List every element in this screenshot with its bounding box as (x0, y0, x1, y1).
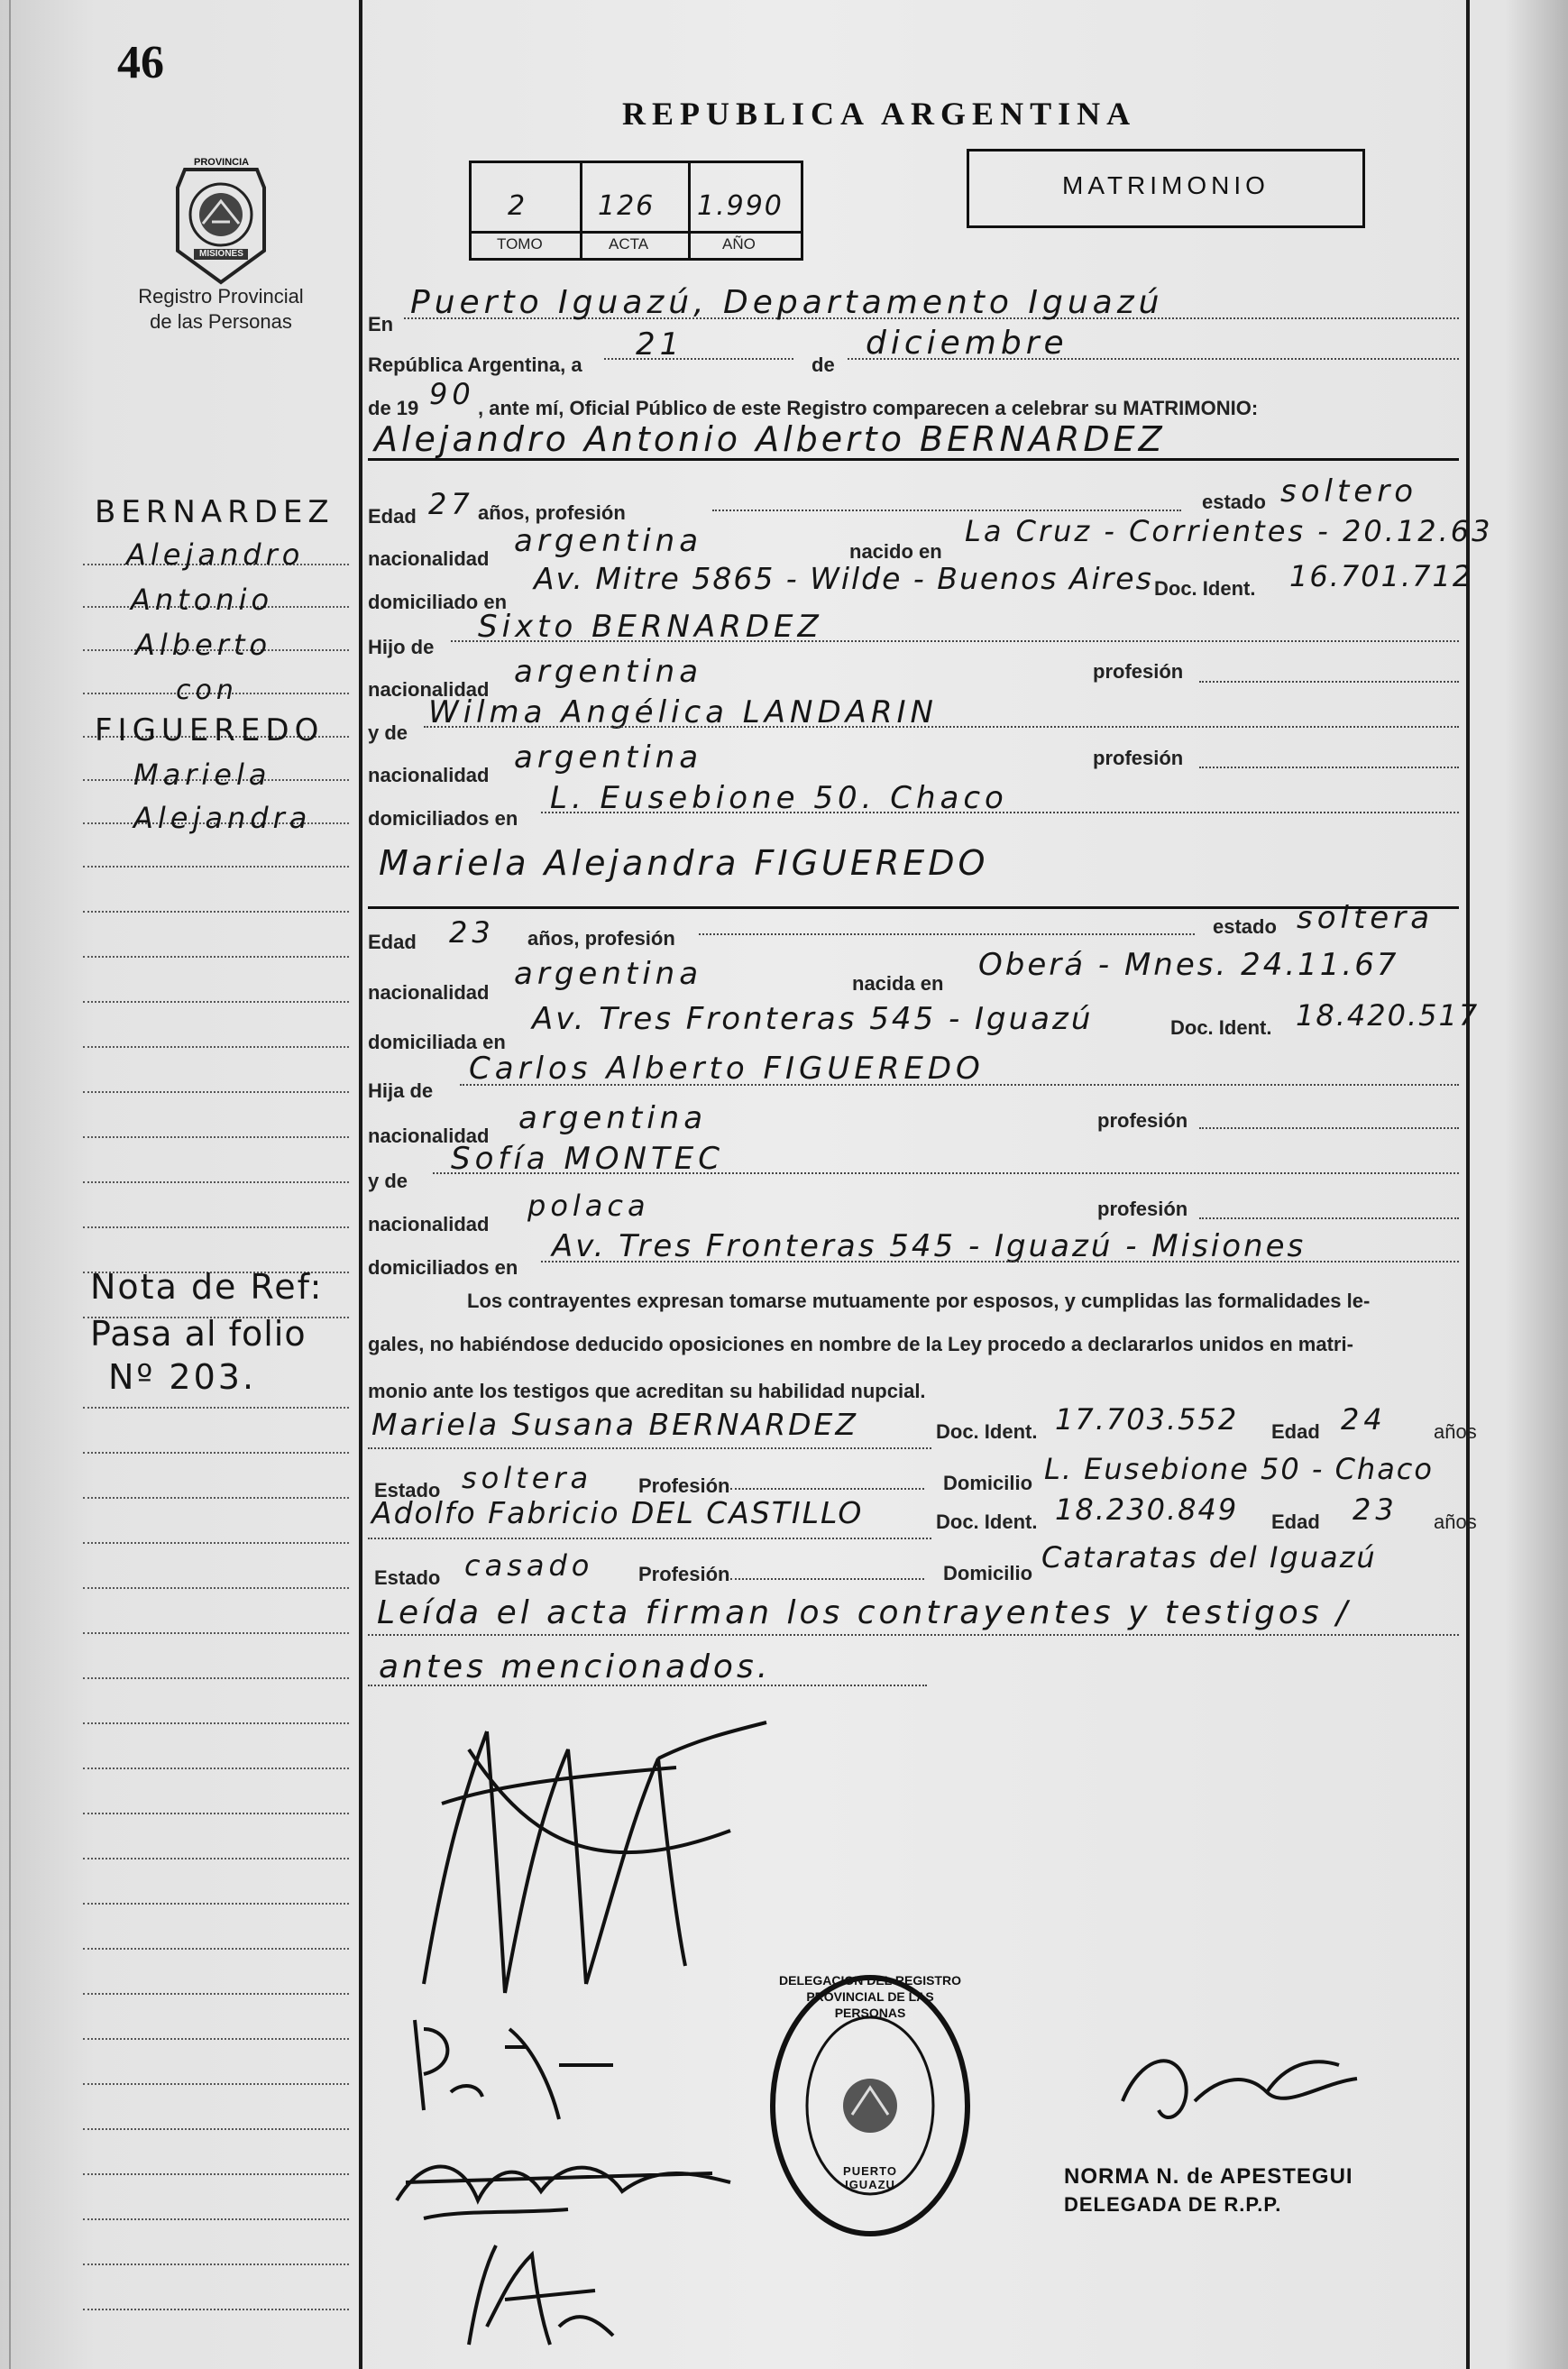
bride-father-value: Carlos Alberto FIGUEREDO (469, 1051, 985, 1087)
groom-edad-label: Edad (368, 505, 417, 528)
reference-note-line2: Pasa al folio (90, 1314, 307, 1354)
groom-estado-value: soltero (1280, 473, 1417, 510)
witness2-profesion-rule (730, 1578, 924, 1580)
groom-hijo-label: Hijo de (368, 636, 435, 658)
officer-title: DELEGADA DE R.P.P. (1064, 2193, 1282, 2216)
bride-hija-label: Hija de (368, 1079, 434, 1102)
groom-doc-label: Doc. Ident. (1154, 577, 1256, 600)
bride-name: Mariela Alejandra FIGUEREDO (379, 843, 989, 883)
bride-domicilio-value: Av. Tres Fronteras 545 - Iguazú (532, 1001, 1094, 1037)
place-value: Puerto Iguazú, Departamento Iguazú (410, 284, 1164, 321)
groom-profesion-rule (712, 510, 1181, 511)
witness2-estado-value: casado (464, 1548, 594, 1583)
witness1-name: Mariela Susana BERNARDEZ (371, 1407, 858, 1442)
bride-mother-profesion-rule (1199, 1217, 1459, 1219)
day-value: 21 (636, 326, 684, 363)
anio-value: 1.990 (697, 190, 784, 222)
tomo-label: TOMO (497, 235, 543, 253)
bride-nacida-value: Oberá - Mnes. 24.11.67 (978, 947, 1399, 983)
country-heading: REPUBLICA ARGENTINA (622, 96, 1137, 132)
signature-officer (1105, 2029, 1429, 2155)
registry-title-line2: de las Personas (150, 310, 292, 333)
volume-table (469, 161, 803, 261)
year-value: 90 (429, 377, 475, 411)
groom-doc-value: 16.701.712 (1289, 559, 1473, 593)
bride-estado-value: soltera (1297, 900, 1435, 936)
groom-domiciliados-value: L. Eusebione 50. Chaco (550, 780, 1008, 816)
witness1-doc-value: 17.703.552 (1055, 1402, 1239, 1437)
reference-note-line3: Nº 203. (108, 1357, 257, 1397)
registry-title-line1: Registro Provincial (138, 285, 304, 308)
witness2-doc-value: 18.230.849 (1055, 1492, 1239, 1527)
closing-rule2 (368, 1685, 927, 1686)
declaration-line1: Los contrayentes expresan tomarse mutuamente por esposos, y cumplidas las formalidades le- (467, 1290, 1371, 1312)
witness1-edad-value: 24 (1341, 1402, 1387, 1437)
de-label: de (812, 354, 835, 376)
groom-domiciliados-rule (541, 812, 1459, 813)
bride-nacida-label: nacida en (852, 972, 944, 995)
page-number: 46 (117, 37, 164, 88)
groom-y-de-label: y de (368, 721, 408, 744)
bride-mother-rule (433, 1172, 1459, 1174)
witness2-domicilio-value: Cataratas del Iguazú (1041, 1540, 1377, 1575)
bride-edad-value: 23 (449, 915, 495, 950)
margin-note-name5: Alejandra (133, 801, 312, 835)
witness2-anos-label: años (1434, 1510, 1477, 1533)
acta-value: 126 (598, 190, 656, 222)
witness2-name: Adolfo Fabricio DEL CASTILLO (371, 1495, 864, 1530)
witness1-profesion-rule (730, 1488, 924, 1490)
groom-father-profesion-rule (1199, 681, 1459, 683)
witness2-name-rule (368, 1538, 931, 1539)
signature-bride (397, 2011, 667, 2128)
act-type-box (967, 149, 1365, 228)
groom-nacionalidad-label: nacionalidad (368, 547, 490, 570)
witness2-domicilio-label: Domicilio (943, 1562, 1033, 1584)
margin-note-name1: Alejandro (126, 537, 305, 572)
groom-nacido-value: La Cruz - Corrientes - 20.12.63 (965, 514, 1493, 548)
bride-domiciliados-value: Av. Tres Fronteras 545 - Iguazú - Misiones (552, 1228, 1307, 1264)
bride-y-de-label: y de (368, 1170, 408, 1192)
witness1-edad-label: Edad (1271, 1420, 1320, 1443)
groom-mother-nac-label: nacionalidad (368, 764, 490, 786)
bride-domiciliados-rule (541, 1261, 1459, 1263)
bride-nacionalidad-label: nacionalidad (368, 981, 490, 1004)
witness2-doc-label: Doc. Ident. (936, 1510, 1038, 1533)
bride-profesion-label: años, profesión (527, 927, 675, 950)
bride-doc-label: Doc. Ident. (1170, 1016, 1272, 1039)
witness2-edad-label: Edad (1271, 1510, 1320, 1533)
groom-nacido-label: nacido en (849, 540, 942, 563)
closing-rule1 (368, 1634, 1459, 1636)
witness1-domicilio-label: Domicilio (943, 1472, 1033, 1494)
bride-profesion-rule (699, 933, 1195, 935)
tomo-value: 2 (508, 190, 530, 222)
margin-note-surname2: FIGUEREDO (95, 712, 325, 748)
groom-estado-label: estado (1202, 491, 1266, 513)
witness1-profesion-label: Profesión (638, 1474, 730, 1497)
groom-father-rule (451, 640, 1459, 642)
bride-estado-label: estado (1213, 915, 1277, 938)
margin-note-name4: Mariela (133, 758, 271, 792)
bride-mother-nac-label: nacionalidad (368, 1213, 490, 1235)
closing-line1: Leída el acta firman los contrayentes y testigos / (377, 1594, 1352, 1631)
margin-note-name3: Alberto (135, 628, 272, 662)
groom-nacionalidad-value: argentina (514, 523, 703, 559)
groom-mother-value: Wilma Angélica LANDARIN (428, 694, 938, 730)
declaration-line3: monio ante los testigos que acreditan su habilidad nupcial. (368, 1380, 926, 1402)
margin-divider-line (359, 0, 362, 2369)
signature-witness2 (451, 2236, 631, 2354)
bride-domiciliados-label: domiciliados en (368, 1256, 518, 1279)
groom-name: Alejandro Antonio Alberto BERNARDEZ (374, 419, 1166, 459)
bride-father-nac-value: argentina (518, 1100, 708, 1136)
witness1-anos-label: años (1434, 1420, 1477, 1443)
groom-mother-profesion-label: profesión (1093, 747, 1184, 769)
seal-bottom-text: MISIONES (199, 249, 243, 259)
provincial-seal (158, 152, 284, 287)
bride-father-profesion-rule (1199, 1127, 1459, 1129)
groom-mother-nac-value: argentina (514, 739, 703, 776)
year-prefix: de 19 (368, 397, 419, 419)
bride-nacionalidad-value: argentina (514, 956, 703, 992)
groom-mother-profesion-rule (1199, 767, 1459, 768)
margin-note-con: con (176, 675, 238, 706)
bride-father-rule (460, 1084, 1459, 1086)
groom-name-rule (368, 458, 1459, 461)
left-edge-line (9, 0, 11, 2369)
bride-edad-label: Edad (368, 931, 417, 953)
groom-mother-rule (424, 726, 1459, 728)
anio-label: AÑO (722, 235, 756, 253)
groom-edad-value: 27 (428, 487, 474, 521)
official-stamp (766, 1970, 974, 2241)
registry-title (117, 284, 325, 335)
margin-note-name2: Antonio (131, 583, 274, 617)
witness1-domicilio-value: L. Eusebione 50 - Chaco (1044, 1452, 1434, 1486)
groom-father-value: Sixto BERNARDEZ (478, 609, 823, 645)
reference-note-line1: Nota de Ref: (90, 1267, 324, 1307)
republic-label: República Argentina, a (368, 354, 582, 376)
bride-mother-profesion-label: profesión (1097, 1198, 1188, 1220)
month-value: diciembre (866, 325, 1068, 362)
en-label: En (368, 313, 394, 335)
bride-doc-value: 18.420.517 (1296, 998, 1480, 1033)
witness2-edad-value: 23 (1353, 1492, 1398, 1527)
officer-stamp (1064, 2164, 1353, 2217)
witness1-name-rule (368, 1447, 931, 1449)
bride-mother-value: Sofía MONTEC (451, 1141, 724, 1177)
act-type-label: MATRIMONIO (1062, 171, 1270, 199)
witness1-doc-label: Doc. Ident. (936, 1420, 1038, 1443)
groom-father-nac-value: argentina (514, 654, 703, 690)
margin-note-surname: BERNARDEZ (95, 494, 335, 530)
witness1-estado-value: soltera (462, 1461, 593, 1495)
closing-line2: antes mencionados. (379, 1648, 772, 1685)
witness2-profesion-label: Profesión (638, 1563, 730, 1585)
witness1-estado-label: Estado (374, 1479, 441, 1501)
groom-domiciliados-label: domiciliados en (368, 807, 518, 830)
groom-profesion-label: años, profesión (478, 501, 626, 524)
seal-top-text: PROVINCIA (194, 157, 250, 168)
declaration-line2: gales, no habiéndose deducido oposiciones en nombre de la Ley procedo a declararlos unidos en matri- (368, 1333, 1353, 1355)
bride-name-rule (368, 906, 1459, 909)
bride-father-profesion-label: profesión (1097, 1109, 1188, 1132)
reference-note (90, 1267, 323, 1397)
day-rule (604, 358, 793, 360)
groom-father-nac-label: nacionalidad (368, 678, 490, 701)
statement-text: , ante mí, Oficial Público de este Registro comparecen a celebrar su MATRIMONIO: (478, 397, 1259, 419)
groom-domicilio-value: Av. Mitre 5865 - Wilde - Buenos Aires (534, 561, 1153, 596)
groom-domiciliado-label: domiciliado en (368, 591, 508, 613)
stamp-inner-text: PUERTO IGUAZU (843, 2164, 897, 2191)
right-border-line (1466, 0, 1470, 2369)
bride-father-nac-label: nacionalidad (368, 1125, 490, 1147)
bride-domiciliada-label: domiciliada en (368, 1031, 506, 1053)
bride-mother-nac-value: polaca (527, 1189, 650, 1223)
stamp-ring-text: DELEGACION DEL REGISTRO PROVINCIAL DE LAS PERSONAS (779, 1973, 961, 2020)
officer-name: NORMA N. de APESTEGUI (1064, 2164, 1353, 2189)
groom-father-profesion-label: profesión (1093, 660, 1184, 683)
acta-label: ACTA (609, 235, 649, 253)
signature-witness1 (388, 2128, 748, 2236)
witness2-estado-label: Estado (374, 1566, 441, 1589)
